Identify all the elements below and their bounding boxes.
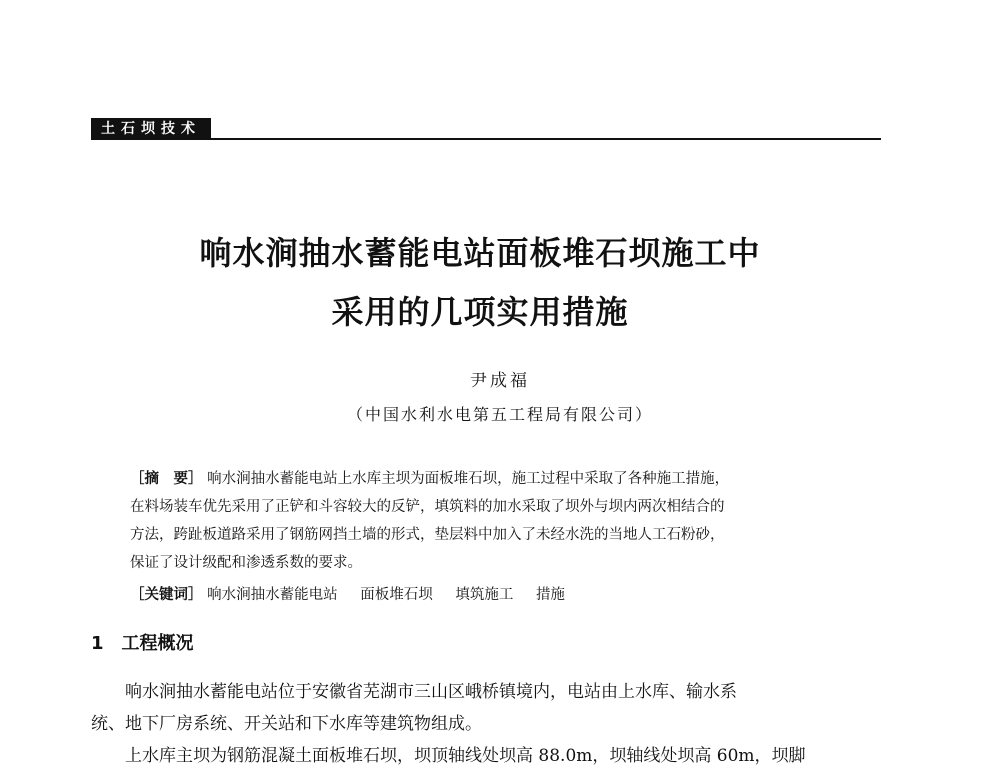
- paragraph-line-2: 统、地下厂房系统、开关站和下水库等建筑物组成。: [91, 714, 482, 734]
- section-tag: 土石坝技术: [91, 118, 211, 140]
- keywords: [130, 583, 583, 604]
- abstract-line-3: 方法，跨趾板道路采用了钢筋网挡土墙的形式，垫层料中加入了未经水洗的当地人工石粉砂，: [130, 527, 725, 543]
- section-title: 工程概况: [121, 633, 194, 654]
- header-rule: [91, 138, 881, 140]
- keywords-label: ［关键词］: [130, 587, 203, 603]
- abstract-line-4: 保证了设计级配和渗透系数的要求。: [130, 555, 362, 571]
- abstract-line-1: [130, 465, 860, 493]
- affiliation: （中国水利水电第五工程局有限公司）: [346, 405, 653, 424]
- section-number: 1: [91, 633, 104, 654]
- article-title-line-1: 响水涧抽水蓄能电站面板堆石坝施工中: [199, 234, 761, 272]
- section-heading: [91, 629, 194, 655]
- abstract-label: ［摘 要］: [130, 471, 203, 487]
- article-title-line-2: 采用的几项实用措施: [331, 293, 629, 331]
- section-paragraph: [91, 676, 891, 772]
- keyword: 填筑施工: [455, 587, 514, 603]
- paragraph-line-1: 响水涧抽水蓄能电站位于安徽省芜湖市三山区峨桥镇境内，电站由上水库、输水系: [125, 682, 737, 702]
- abstract-line-2: 在料场装车优先采用了正铲和斗容较大的反铲，填筑料的加水采取了坝外与坝内两次相结合的: [130, 499, 725, 515]
- keyword: 响水涧抽水蓄能电站: [207, 587, 338, 603]
- author: 尹成福: [470, 371, 530, 391]
- paragraph-line-3: 上水库主坝为钢筋混凝土面板堆石坝，坝顶轴线处坝高 88.0m，坝轴线处坝高 60m，坝脚: [125, 746, 806, 766]
- keyword: 措施: [535, 587, 565, 603]
- abstract: [130, 465, 860, 577]
- keyword: 面板堆石坝: [360, 587, 433, 603]
- abstract-text: 响水涧抽水蓄能电站上水库主坝为面板堆石坝，施工过程中采取了各种施工措施，: [207, 471, 730, 487]
